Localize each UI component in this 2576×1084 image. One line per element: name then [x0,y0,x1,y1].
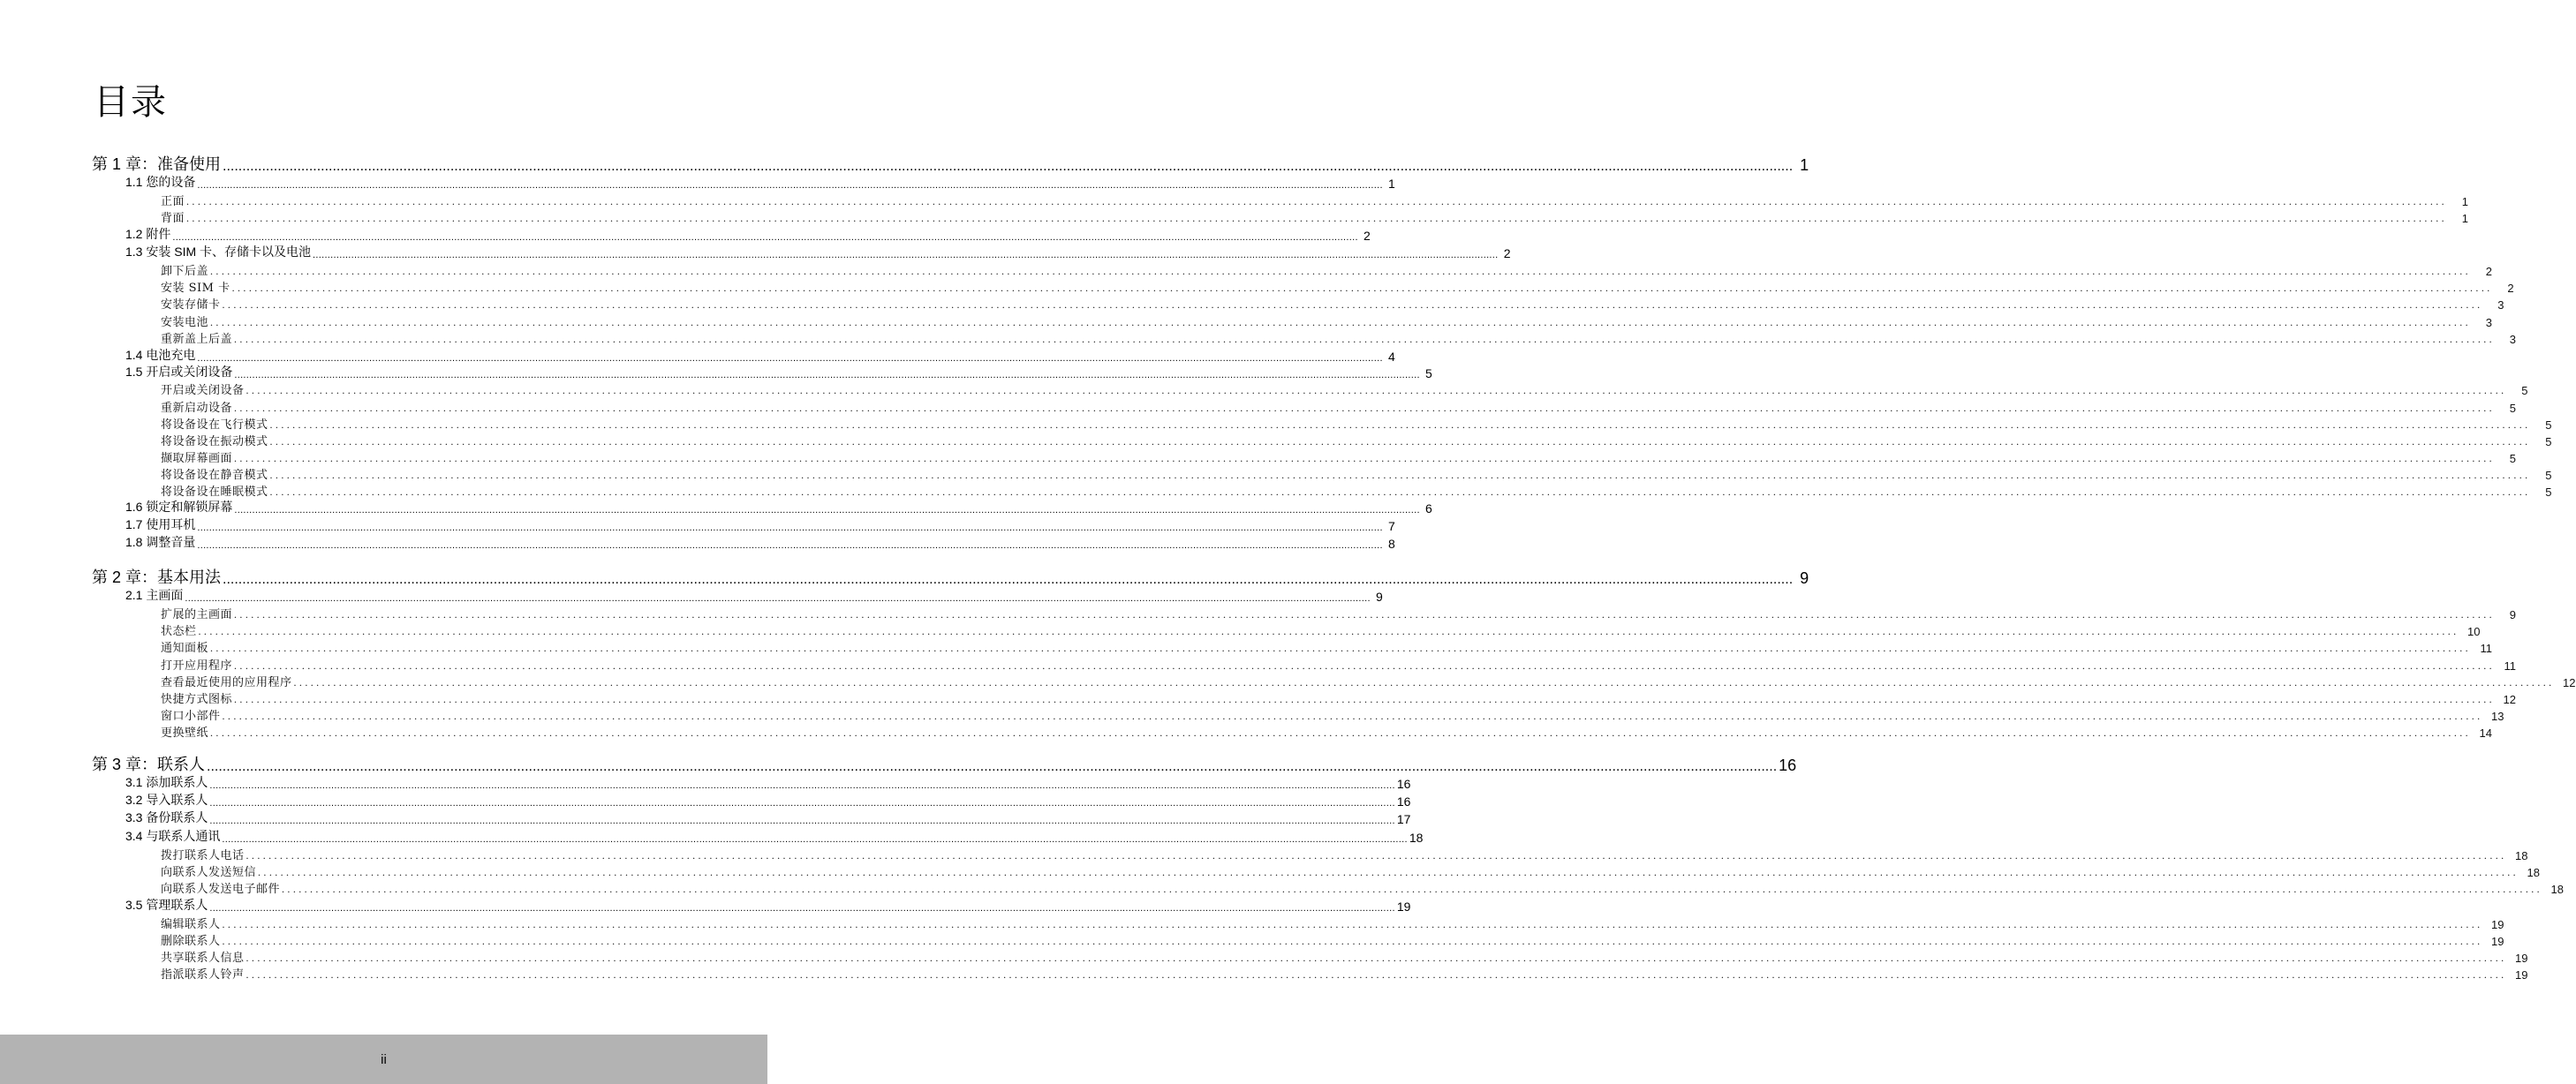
dot-leader: ................................................................................................................................................................................................................................................................................................................................................................................................................ [234,693,2496,705]
toc-entry-label: 将设备设在睡眠模式 [161,486,268,499]
dot-leader: ................................................................................................................................................................................................................................................................................................................................................................................................................ [234,402,2496,414]
toc-entry-label: 拨打联系人电话 [161,849,245,862]
toc-entry-label: 编辑联系人 [161,918,221,931]
toc-sub-entry[interactable] [161,279,2514,295]
toc-entry-page-number: 19 [1396,900,1411,914]
toc-sub-entry[interactable] [161,707,2504,723]
toc-entry-page-number: 5 [2509,402,2517,415]
dot-leader: ................................................................................................................................................................................................................................................................................................................................................................................................................ [282,883,2543,895]
toc-entry-page-number: 17 [1396,812,1411,826]
dot-leader: ................................................................................................................................................................................................................................................................................................................................................................................................................ [246,952,2507,964]
toc-entry-label: 安装电池 [161,316,209,329]
toc-sub-entry[interactable] [161,416,2552,432]
toc-entry-label: 删除联系人 [161,935,221,948]
toc-section-entry[interactable] [125,898,1411,914]
toc-entry-page-number: 5 [2545,486,2552,499]
dot-leader: ................................................................................................................................................................................................................................................................................................................................................................................................................ [293,676,2555,689]
dot-leader: ................................................................................................................................................................................................................................................................................................................................................................................................................ [185,593,1371,604]
toc-entry-label: 卸下后盖 [161,265,209,278]
toc-entry-page-number: 11 [2504,659,2517,673]
toc-sub-entry[interactable] [161,449,2517,465]
toc-entry-page-number: 5 [1425,366,1432,380]
dot-leader: ................................................................................................................................................................................................................................................................................................................................................................................................................ [246,849,2507,862]
toc-entry-page-number: 4 [1388,350,1395,364]
toc-entry-label: 通知面板 [161,642,209,655]
toc-entry-label: 打开应用程序 [161,659,233,673]
toc-entry-page-number: 1 [1388,177,1395,191]
toc-entry-label: 1.1 您的设备 [125,175,196,189]
toc-sub-entry[interactable] [161,622,2481,638]
dot-leader: ................................................................................................................................................................................................................................................................................................................................................................................................................ [231,282,2493,294]
toc-entry-label: 1.4 电池充电 [125,348,196,362]
toc-entry-page-number: 2 [1503,246,1511,260]
toc-sub-entry[interactable] [161,262,2493,278]
toc-entry-page-number: 19 [2491,918,2504,931]
toc-entry-label: 第 3 章：联系人 [92,756,206,773]
page-title: 目录 [94,82,168,123]
toc-entry-label: 将设备设在静音模式 [161,469,268,482]
dot-leader: ................................................................................................................................................................................................................................................................................................................................................................................................................ [234,608,2496,621]
toc-section-entry[interactable] [125,348,1395,364]
toc-entry-label: 共享联系人信息 [161,952,245,965]
toc-entry-page-number: 5 [2545,418,2552,432]
toc-entry-label: 撷取屏幕画面 [161,452,233,465]
toc-sub-entry[interactable] [161,639,2493,655]
toc-section-entry[interactable] [125,500,1432,516]
toc-section-entry[interactable] [125,365,1432,380]
dot-leader: ................................................................................................................................................................................................................................................................................................................................................................................................................ [197,523,1383,533]
toc-sub-entry[interactable] [161,880,2565,896]
dot-leader: ................................................................................................................................................................................................................................................................................................................................................................................................................ [269,435,2531,448]
toc-entry-label: 向联系人发送短信 [161,866,257,879]
dot-leader: ................................................................................................................................................................................................................................................................................................................................................................................................................ [210,642,2472,654]
toc-section-entry[interactable] [125,810,1411,826]
toc-entry-page-number: 9 [2509,608,2517,621]
toc-sub-entry[interactable] [161,932,2504,948]
toc-entry-page-number: 11 [2480,642,2493,655]
toc-entry-label: 背面 [161,212,185,225]
toc-entry-label: 3.2 导入联系人 [125,793,208,807]
toc-sub-entry[interactable] [161,674,2576,689]
dot-leader: ................................................................................................................................................................................................................................................................................................................................................................................................................ [207,759,1778,774]
dot-leader: ................................................................................................................................................................................................................................................................................................................................................................................................................ [210,726,2472,739]
toc-section-entry[interactable] [125,588,1383,604]
toc-entry-label: 1.5 开启或关闭设备 [125,365,233,379]
dot-leader: ................................................................................................................................................................................................................................................................................................................................................................................................................ [209,903,1395,914]
dot-leader: ................................................................................................................................................................................................................................................................................................................................................................................................................ [246,384,2507,396]
dot-leader: ................................................................................................................................................................................................................................................................................................................................................................................................................ [209,798,1395,809]
toc-entry-label: 开启或关闭设备 [161,384,245,397]
toc-sub-entry[interactable] [161,313,2493,329]
toc-entry-page-number: 19 [2491,935,2504,948]
toc-entry-page-number: 19 [2515,968,2528,982]
toc-entry-page-number: 5 [2545,435,2552,448]
toc-entry-page-number: 16 [1396,794,1411,809]
toc-sub-entry[interactable] [161,296,2504,312]
toc-section-entry[interactable] [125,175,1395,191]
toc-section-entry[interactable] [125,245,1511,260]
toc-sub-entry[interactable] [161,949,2528,965]
toc-entry-label: 安装存储卡 [161,298,221,312]
toc-entry-label: 窗口小部件 [161,710,221,723]
dot-leader: ................................................................................................................................................................................................................................................................................................................................................................................................................ [246,968,2507,981]
toc-entry-page-number: 18 [2515,849,2528,862]
toc-entry-page-number: 18 [2527,866,2541,879]
dot-leader: ................................................................................................................................................................................................................................................................................................................................................................................................................ [269,469,2531,481]
toc-chapter-entry[interactable] [92,155,1809,175]
dot-leader: ................................................................................................................................................................................................................................................................................................................................................................................................................ [197,353,1383,364]
toc-entry-label: 3.4 与联系人通讯 [125,829,221,843]
toc-sub-entry[interactable] [161,381,2528,397]
footer-page-number: ii [381,1051,387,1067]
toc-chapter-entry[interactable] [92,568,1809,588]
toc-entry-page-number: 5 [2545,469,2552,482]
dot-leader: ................................................................................................................................................................................................................................................................................................................................................................................................................ [269,418,2531,431]
toc-entry-page-number: 16 [1779,757,1797,774]
toc-entry-label: 3.5 管理联系人 [125,898,208,912]
toc-entry-label: 3.3 备份联系人 [125,810,208,824]
toc-section-entry[interactable] [125,227,1371,243]
page-footer [0,1035,767,1084]
toc-entry-label: 1.8 调整音量 [125,535,196,549]
toc-sub-entry[interactable] [161,192,2469,208]
dot-leader: ................................................................................................................................................................................................................................................................................................................................................................................................................ [222,935,2483,947]
dot-leader: ................................................................................................................................................................................................................................................................................................................................................................................................................ [222,918,2483,930]
toc-entry-label: 快捷方式图标 [161,693,233,706]
dot-leader: ................................................................................................................................................................................................................................................................................................................................................................................................................ [258,866,2519,878]
toc-sub-entry[interactable] [161,863,2541,879]
dot-leader: ................................................................................................................................................................................................................................................................................................................................................................................................................ [210,316,2472,328]
dot-leader: ................................................................................................................................................................................................................................................................................................................................................................................................................ [186,212,2448,224]
toc-entry-label: 第 1 章：准备使用 [92,155,222,173]
dot-leader: ................................................................................................................................................................................................................................................................................................................................................................................................................ [223,159,1794,174]
toc-entry-page-number: 12 [2503,693,2517,706]
toc-sub-entry[interactable] [161,606,2517,621]
toc-entry-page-number: 9 [1376,590,1383,604]
toc-entry-page-number: 1 [1800,156,1809,174]
toc-entry-label: 1.3 安装 SIM 卡、存储卡以及电池 [125,245,312,259]
toc-entry-page-number: 5 [2509,452,2517,465]
toc-entry-page-number: 3 [2497,298,2504,312]
toc-entry-label: 重新盖上后盖 [161,333,233,346]
dot-leader: ................................................................................................................................................................................................................................................................................................................................................................................................................ [234,505,1420,516]
toc-section-entry[interactable] [125,535,1395,551]
toc-entry-label: 扩展的主画面 [161,608,233,621]
toc-entry-label: 正面 [161,195,185,208]
toc-entry-label: 1.2 附件 [125,227,171,241]
toc-entry-label: 查看最近使用的应用程序 [161,676,292,689]
toc-entry-page-number: 13 [2491,710,2504,723]
toc-entry-page-number: 8 [1388,537,1395,551]
toc-entry-page-number: 9 [1800,569,1809,587]
toc-entry-label: 3.1 添加联系人 [125,775,208,789]
toc-sub-entry[interactable] [161,466,2552,482]
toc-entry-page-number: 3 [2485,316,2493,329]
toc-entry-page-number: 1 [2461,195,2469,208]
dot-leader: ................................................................................................................................................................................................................................................................................................................................................................................................................ [209,816,1395,826]
toc-sub-entry[interactable] [161,433,2552,448]
toc-entry-label: 2.1 主画面 [125,588,184,602]
dot-leader: ................................................................................................................................................................................................................................................................................................................................................................................................................ [186,195,2448,207]
toc-section-entry[interactable] [125,517,1395,533]
toc-entry-label: 更换壁纸 [161,726,209,740]
dot-leader: ................................................................................................................................................................................................................................................................................................................................................................................................................ [197,540,1383,551]
dot-leader: ................................................................................................................................................................................................................................................................................................................................................................................................................ [222,298,2483,311]
toc-entry-label: 向联系人发送电子邮件 [161,883,281,896]
toc-entry-page-number: 5 [2521,384,2528,397]
toc-entry-page-number: 3 [2509,333,2517,346]
toc-sub-entry[interactable] [161,483,2552,499]
dot-leader: ................................................................................................................................................................................................................................................................................................................................................................................................................ [210,265,2472,277]
dot-leader: ................................................................................................................................................................................................................................................................................................................................................................................................................ [234,333,2496,345]
toc-entry-label: 重新启动设备 [161,402,233,415]
toc-sub-entry[interactable] [161,966,2528,982]
dot-leader: ................................................................................................................................................................................................................................................................................................................................................................................................................ [172,232,1358,243]
dot-leader: ................................................................................................................................................................................................................................................................................................................................................................................................................ [209,780,1395,791]
dot-leader: ................................................................................................................................................................................................................................................................................................................................................................................................................ [234,452,2496,464]
toc-entry-label: 1.7 使用耳机 [125,517,196,531]
toc-entry-page-number: 18 [2550,883,2565,896]
toc-entry-label: 将设备设在振动模式 [161,435,268,448]
dot-leader: ................................................................................................................................................................................................................................................................................................................................................................................................................ [234,659,2496,672]
toc-sub-entry[interactable] [161,330,2517,346]
toc-entry-page-number: 7 [1388,519,1395,533]
dot-leader: ................................................................................................................................................................................................................................................................................................................................................................................................................ [269,486,2531,498]
toc-entry-label: 状态栏 [161,625,197,638]
dot-leader: ................................................................................................................................................................................................................................................................................................................................................................................................................ [197,180,1383,191]
toc-sub-entry[interactable] [161,847,2528,862]
toc-entry-page-number: 18 [1409,831,1424,845]
toc-chapter-entry[interactable] [92,756,1797,775]
toc-entry-label: 将设备设在飞行模式 [161,418,268,432]
dot-leader: ................................................................................................................................................................................................................................................................................................................................................................................................................ [222,710,2483,722]
toc-entry-page-number: 2 [2485,265,2493,278]
toc-entry-page-number: 2 [2507,282,2514,295]
toc-entry-page-number: 14 [2479,726,2493,740]
toc-section-entry[interactable] [125,793,1411,809]
toc-entry-page-number: 12 [2563,676,2576,689]
toc-entry-label: 指派联系人铃声 [161,968,245,982]
toc-entry-label: 第 2 章：基本用法 [92,568,222,586]
toc-entry-page-number: 2 [1364,229,1371,243]
toc-sub-entry[interactable] [161,657,2517,673]
dot-leader: ................................................................................................................................................................................................................................................................................................................................................................................................................ [198,625,2459,637]
toc-sub-entry[interactable] [161,209,2469,225]
toc-sub-entry[interactable] [161,724,2493,740]
toc-entry-page-number: 19 [2515,952,2528,965]
toc-entry-page-number: 16 [1396,777,1411,791]
toc-entry-page-number: 10 [2467,625,2481,638]
dot-leader: ................................................................................................................................................................................................................................................................................................................................................................................................................ [234,370,1420,380]
toc-entry-page-number: 1 [2461,212,2469,225]
toc-section-entry[interactable] [125,829,1424,845]
toc-entry-page-number: 6 [1425,501,1432,516]
toc-sub-entry[interactable] [161,915,2504,931]
toc-entry-label: 安装 SIM 卡 [161,282,230,295]
toc-sub-entry[interactable] [161,399,2517,415]
dot-leader: ................................................................................................................................................................................................................................................................................................................................................................................................................ [313,250,1499,260]
toc-sub-entry[interactable] [161,690,2517,706]
dot-leader: ................................................................................................................................................................................................................................................................................................................................................................................................................ [222,834,1408,845]
toc-entry-label: 1.6 锁定和解锁屏幕 [125,500,233,514]
dot-leader: ................................................................................................................................................................................................................................................................................................................................................................................................................ [223,572,1794,587]
toc-section-entry[interactable] [125,775,1411,791]
